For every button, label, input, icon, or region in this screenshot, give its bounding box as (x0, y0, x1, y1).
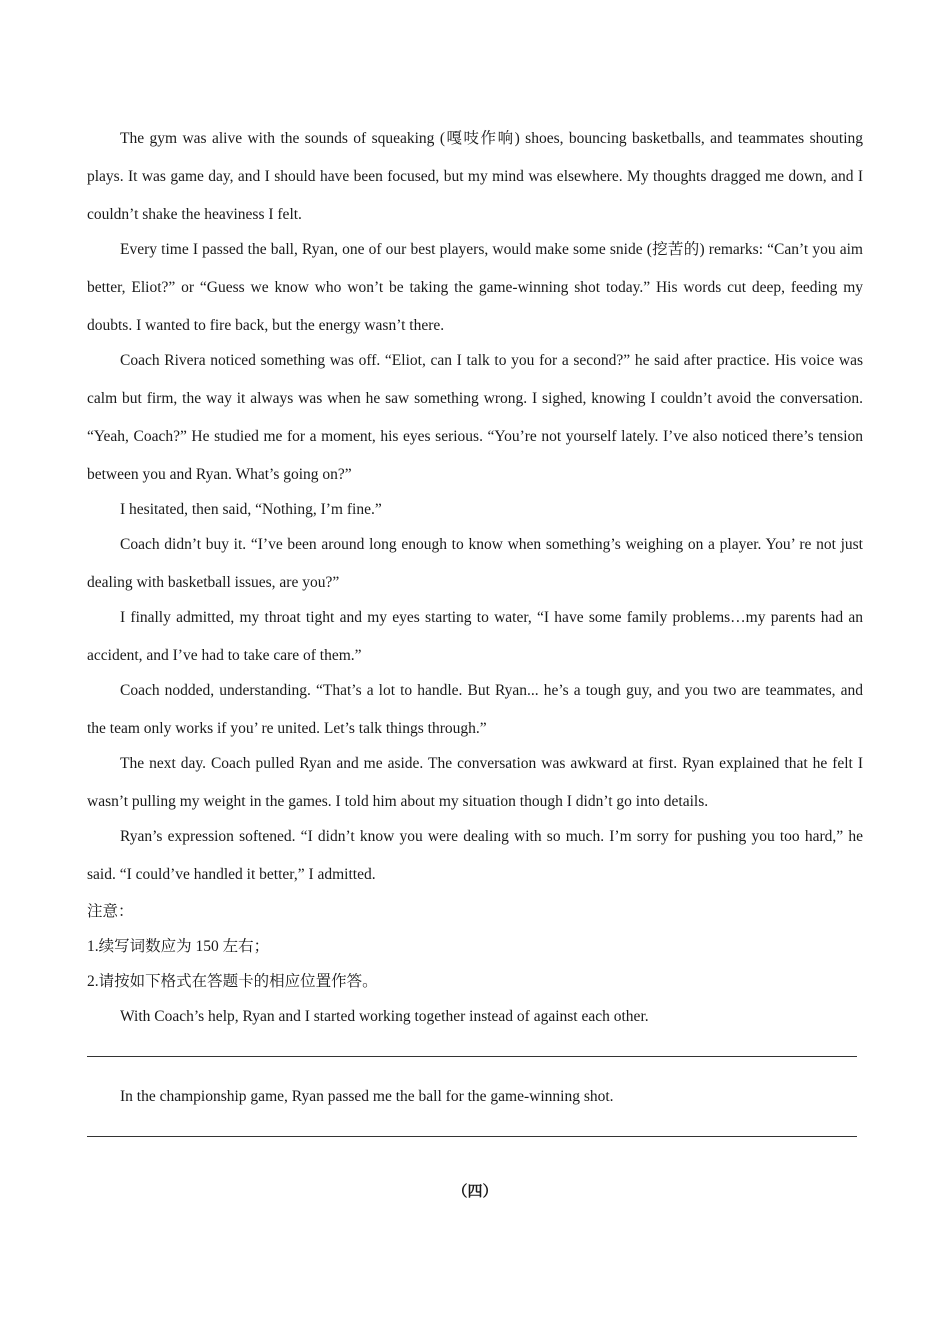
story-paragraph-7: Coach nodded, understanding. “That’s a lot to handle. But Ryan... he’s a tough guy, and you two are teammates, and the team only works if you’ re united. Let’s talk things through.” (87, 682, 863, 737)
section-number: （四） (452, 1182, 498, 1200)
story-paragraph-5: Coach didn’t buy it. “I’ve been around long enough to know when something’s weighing on a player. You’ re not just dealing with basketball issues, are you?” (87, 536, 863, 591)
answer-line-1[interactable] (87, 1056, 857, 1057)
note-item-2: 2.请按如下格式在答题卡的相应位置作答。 (87, 973, 378, 990)
story-paragraph-1: The gym was alive with the sounds of squeaking (嘎吱作响) shoes, bouncing basketballs, and teammates shouting plays. It was game day, and I should have been focused, but my mind was elsewhere. My thoughts dragged me down, and I couldn’t shake the heaviness I felt. (87, 130, 863, 223)
notes-heading: 注意： (87, 903, 134, 920)
continuation-prompt-1: With Coach’s help, Ryan and I started working together instead of against each other. (120, 1008, 649, 1025)
story-paragraph-3: Coach Rivera noticed something was off. “Eliot, can I talk to you for a second?” he said after practice. His voice was calm but firm, the way it always was when he saw something wrong. I sighed, knowing I couldn’t avoid the conversation. “Yeah, Coach?” He studied me for a moment, his eyes serious. “You’re not yourself lately. I’ve also noticed there’s tension between you and Ryan. What’s going on?” (87, 352, 863, 483)
answer-line-2[interactable] (87, 1136, 857, 1137)
note-item-1: 1.续写词数应为 150 左右； (87, 938, 270, 955)
continuation-prompt-2: In the championship game, Ryan passed me the ball for the game-winning shot. (120, 1088, 614, 1105)
story-paragraph-9: Ryan’s expression softened. “I didn’t know you were dealing with so much. I’m sorry for pushing you too hard,” he said. “I could’ve handled it better,” I admitted. (87, 828, 863, 883)
document-body (87, 120, 863, 1159)
story-paragraph-4: I hesitated, then said, “Nothing, I’m fine.” (120, 501, 382, 518)
story-paragraph-8: The next day. Coach pulled Ryan and me aside. The conversation was awkward at first. Ryan explained that he felt I wasn’t pulling my weight in the games. I told him about my situation though I didn’t go into details. (87, 755, 863, 810)
story-paragraph-2: Every time I passed the ball, Ryan, one of our best players, would make some snide (挖苦的) remarks: “Can’t you aim better, Eliot?” or “Guess we know who won’t be taking the game-winning shot today.” His words cut deep, feeding my doubts. I wanted to fire back, but the energy wasn’t there. (87, 241, 863, 334)
story-paragraph-6: I finally admitted, my throat tight and my eyes starting to water, “I have some family problems…my parents had an accident, and I’ve had to take care of them.” (87, 609, 863, 664)
